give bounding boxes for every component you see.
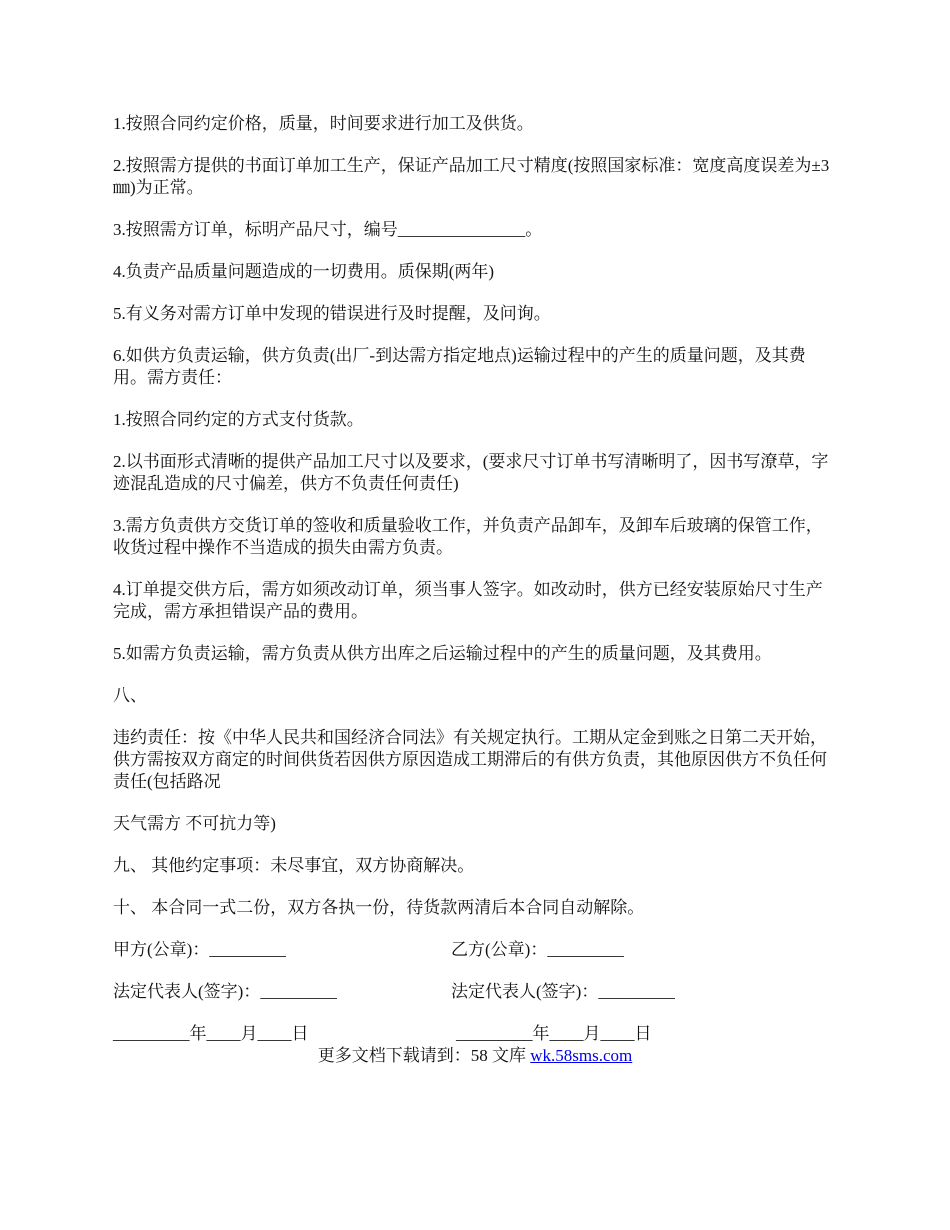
section-heading-eight: 八、: [113, 686, 147, 705]
paragraph-buyer-duty-2: 2.以书面形式清晰的提供产品加工尺寸以及要求，(要求尺寸订单书写清晰明了，因书写潦草，字迹混乱造成的尺寸偏差，供方不负责任何责任): [113, 452, 829, 493]
download-footer: [0, 1045, 950, 1067]
party-b-date-line: _________年____月____日: [456, 1024, 652, 1043]
paragraph-buyer-duty-3: 3.需方负责供方交货订单的签收和质量验收工作，并负责产品卸车，及卸车后玻璃的保管工作，收货过程中操作不当造成的损失由需方负责。: [113, 516, 823, 557]
footer-prefix: 更多文档下载请到：58 文库: [317, 1046, 531, 1065]
paragraph-buyer-duty-4: 4.订单提交供方后，需方如须改动订单，须当事人签字。如改动时，供方已经安装原始尺寸生产完成，需方承担错误产品的费用。: [113, 580, 823, 621]
paragraph-liability: 违约责任：按《中华人民共和国经济合同法》有关规定执行。工期从定金到账之日第二天开始，供方需按双方商定的时间供货若因供方原因造成工期滞后的有供方负责，其他原因供方不负任何责任(包括路况: [113, 728, 827, 791]
paragraph-supplier-duty-1: 1.按照合同约定价格，质量，时间要求进行加工及供货。: [113, 114, 534, 133]
signature-row-representative: [113, 981, 837, 1003]
party-b-seal-line: 乙方(公章)：_________: [451, 940, 624, 959]
signature-row-date: [113, 1023, 837, 1045]
signature-row-seal: [113, 939, 837, 961]
paragraph-buyer-duty-5: 5.如需方负责运输，需方负责从供方出库之后运输过程中的产生的质量问题，及其费用。: [113, 644, 772, 663]
paragraph-supplier-duty-2: 2.按照需方提供的书面订单加工生产，保证产品加工尺寸精度(按照国家标准：宽度高度误差为±3㎜)为正常。: [113, 156, 830, 197]
paragraph-supplier-duty-6: 6.如供方负责运输，供方负责(出厂-到达需方指定地点)运输过程中的产生的质量问题，及其费用。需方责任：: [113, 346, 806, 387]
footer-link[interactable]: wk.58sms.com: [530, 1046, 633, 1065]
section-nine-other-matters: 九、 其他约定事项：未尽事宜，双方协商解决。: [113, 856, 475, 875]
section-ten-copies: 十、 本合同一式二份，双方各执一份，待货款两清后本合同自动解除。: [113, 898, 645, 917]
party-b-representative-line: 法定代表人(签字)：_________: [451, 982, 675, 1001]
paragraph-supplier-duty-4: 4.负责产品质量问题造成的一切费用。质保期(两年): [113, 262, 495, 281]
paragraph-buyer-duty-1: 1.按照合同约定的方式支付货款。: [113, 410, 364, 429]
contract-page: [113, 113, 837, 1065]
paragraph-supplier-duty-3: 3.按照需方订单，标明产品尺寸，编号_______________。: [113, 220, 543, 239]
party-a-date-line: _________年____月____日: [113, 1024, 309, 1043]
paragraph-liability-continued: 天气需方 不可抗力等): [113, 814, 276, 833]
party-a-representative-line: 法定代表人(签字)：_________: [113, 982, 337, 1001]
paragraph-supplier-duty-5: 5.有义务对需方订单中发现的错误进行及时提醒，及问询。: [113, 304, 551, 323]
party-a-seal-line: 甲方(公章)：_________: [113, 940, 286, 959]
